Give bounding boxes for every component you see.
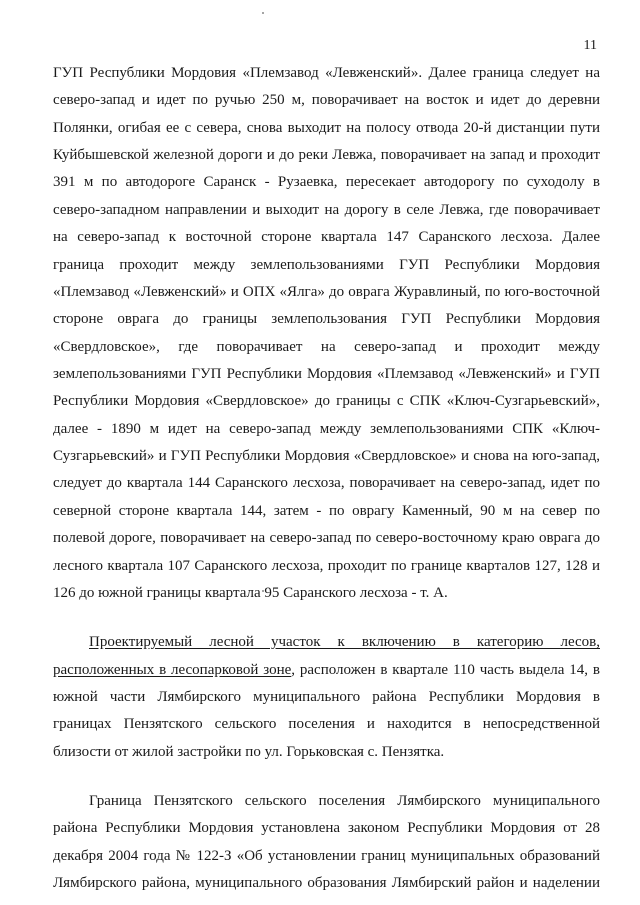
text-line: района Республики Мордовия установлена законом Республики Мордовия от 28: [53, 820, 600, 836]
text-line-underlined: Проектируемый лесной участок к включению в категорию лесов,: [89, 634, 600, 650]
text-line: северо-запад и идет по ручью 250 м, поворачивает на восток и идет до деревни: [53, 92, 600, 108]
text-line: далее - 1890 м идет на северо-запад между землепользованиями СПК «Ключ-: [53, 421, 600, 437]
text-line: «Свердловское», где поворачивает на северо-запад и проходит между: [53, 339, 600, 355]
text-line: северной стороне квартала 144, затем - по оврагу Каменный, 90 м на север по: [53, 503, 600, 519]
text-line: границах Пензятского сельского поселения и находится в непосредственной: [53, 716, 600, 732]
text-line: «Племзавод «Левженский» и ОПХ «Ялга» до оврага Журавлиный, по юго-восточной: [53, 284, 600, 300]
text-line: Полянки, огибая ее с севера, снова выходит на полосу отвода 20-й дистанции пути: [53, 120, 600, 136]
text-line: на северо-запад к восточной стороне квартала 147 Саранского лесхоза. Далее: [53, 229, 600, 245]
text-line: Республики Мордовия «Свердловское» до границы с СПК «Ключ-Сузгарьевский»,: [53, 393, 600, 409]
text-line: [53, 661, 600, 679]
text-line: граница проходит между землепользованиями ГУП Республики Мордовия: [53, 257, 600, 273]
text-line: Лямбирского района, муниципального образования Лямбирский район и наделении: [53, 875, 600, 891]
text-line: землепользованиями ГУП Республики Мордовия «Племзавод «Левженский» и ГУП: [53, 366, 600, 382]
text-line: Граница Пензятского сельского поселения Лямбирского муниципального: [89, 793, 600, 809]
text-line: декабря 2004 года № 122-З «Об установлении границ муниципальных образований: [53, 848, 600, 864]
text-line: Сузгарьевский» и ГУП Республики Мордовия «Свердловское» и снова на юго-запад,: [53, 448, 600, 464]
underlined-phrase: расположенных в лесопарковой зоне: [53, 662, 292, 678]
text-line: Куйбышевской железной дороги и до реки Левжа, поворачивает на запад и проходит: [53, 147, 600, 163]
text-line: южной части Лямбирского муниципального района Республики Мордовия в: [53, 689, 600, 705]
text-line: ГУП Республики Мордовия «Племзавод «Левженский». Далее граница следует на: [53, 65, 600, 81]
page-number: 11: [583, 38, 597, 53]
text-line: стороне оврага до границы землепользования ГУП Республики Мордовия: [53, 311, 600, 327]
text-line: 126 до южной границы квартала 95 Саранского лесхоза - т. А.: [53, 585, 448, 601]
text-fragment: , расположен в квартале 110 часть выдела 14, в: [291, 662, 600, 678]
text-line: полевой дороге, поворачивает на северо-запад по северо-восточному краю оврага до: [53, 530, 600, 546]
text-line: лесного квартала 107 Саранского лесхоза, проходит по границе кварталов 127, 128 и: [53, 558, 600, 574]
text-line: следует до квартала 144 Саранского лесхоза, поворачивает на северо-запад, идет по: [53, 475, 600, 491]
text-line: 391 м по автодороге Саранск - Рузаевка, пересекает автодорогу по суходолу в: [53, 174, 600, 190]
text-line: северо-западном направлении и выходит на дорогу в селе Левжа, где поворачивает: [53, 202, 600, 218]
text-line: близости от жилой застройки по ул. Горьковская с. Пензятка.: [53, 744, 445, 760]
scan-speck: [262, 12, 264, 14]
